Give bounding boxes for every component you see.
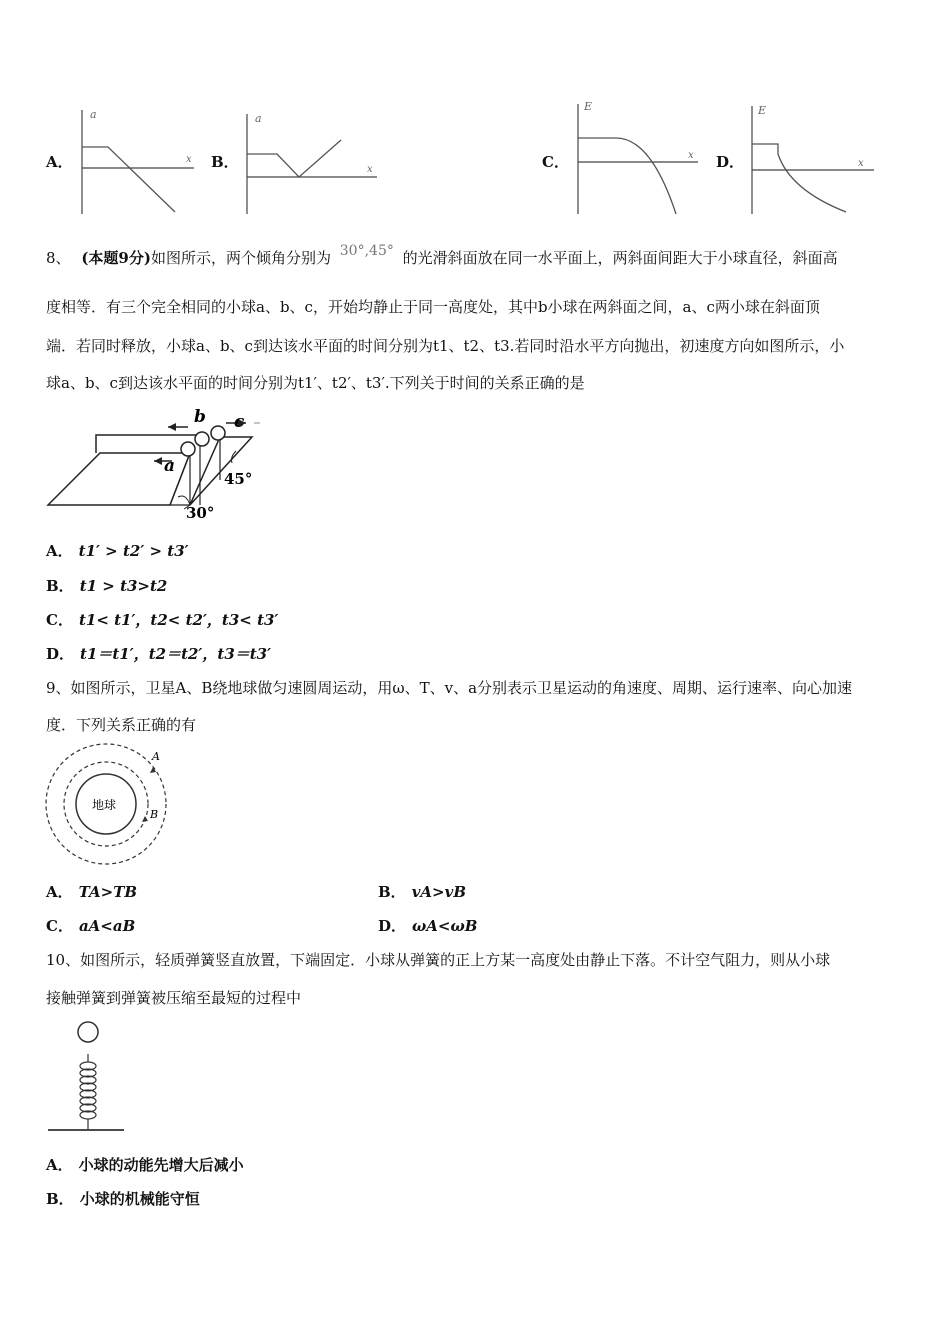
q8-number: 8、 xyxy=(46,249,71,267)
option-text: vA>vB xyxy=(411,883,467,901)
q8-score: (本题9分) xyxy=(81,249,151,267)
axis-label: a xyxy=(255,112,262,125)
axis-label: x xyxy=(186,154,192,165)
q8-option-a[interactable] xyxy=(46,541,189,561)
q7-option-d-letter[interactable]: D． xyxy=(716,153,745,171)
option-text: t1< t1′，t2< t2′，t3< t3′ xyxy=(78,611,279,629)
label-b: b xyxy=(194,407,206,427)
option-text: t1 > t3>t2 xyxy=(79,577,168,595)
q8-line-2: 度相等．有三个完全相同的小球a、b、c，开始均静止于同一高度处，其中b小球在两斜面之间，a、c两小球在斜面顶 xyxy=(46,298,820,316)
option-letter: A． xyxy=(46,883,73,901)
q8-text: 的光滑斜面放在同一水平面上，两斜面间距大于小球直径，斜面高 xyxy=(402,249,838,267)
option-letter: B． xyxy=(378,883,406,901)
q7-graph-c xyxy=(566,98,706,216)
q9-line-1 xyxy=(46,678,852,698)
q9-text: 如图所示，卫星A、B绕地球做匀速圆周运动，用ω、T、v、a分别表示卫星运动的角速度、周期、运行速率、向心加速 xyxy=(70,679,853,697)
q10-option-a[interactable] xyxy=(46,1155,244,1175)
axis-label: E xyxy=(584,100,593,113)
q10-number: 10、 xyxy=(46,951,81,969)
q10-option-b[interactable] xyxy=(46,1189,200,1209)
q9-option-c[interactable] xyxy=(46,916,135,936)
q9-number: 9、 xyxy=(46,679,71,697)
ball-b xyxy=(195,432,209,446)
axis-label: x xyxy=(367,164,373,175)
q7-option-c-letter[interactable]: C． xyxy=(542,153,569,171)
option-text: ωA<ωB xyxy=(412,917,478,935)
q10-line-2: 接触弹簧到弹簧被压缩至最短的过程中 xyxy=(46,989,302,1007)
q7-option-a-letter[interactable]: A． xyxy=(46,153,73,171)
q9-orbit-figure xyxy=(40,742,172,866)
q10-line-1 xyxy=(46,950,830,970)
q8-option-c[interactable] xyxy=(46,610,278,630)
q9-line-2: 度．下列关系正确的有 xyxy=(46,716,197,734)
q8-line-4: 球a、b、c到达该水平面的时间分别为t1′、t2′、t3′.下列关于时间的关系正确的是 xyxy=(46,374,585,392)
q7-graph-b xyxy=(235,108,385,216)
option-text: TA>TB xyxy=(78,883,138,901)
option-text: aA<aB xyxy=(78,917,136,935)
label-A: A xyxy=(152,750,160,763)
q8-line-3: 端．若同时释放，小球a、b、c到达该水平面的时间分别为t1、t2、t3.若同时沿水平方向抛出，初速度方向如图所示，小 xyxy=(46,337,845,355)
axis-label: x xyxy=(688,150,694,161)
q7-option-b-letter[interactable]: B． xyxy=(211,153,239,171)
q9-option-d[interactable] xyxy=(378,916,477,936)
ball-c xyxy=(211,426,225,440)
label-a: a xyxy=(164,456,176,476)
label-B: B xyxy=(150,808,159,821)
ball xyxy=(78,1022,98,1042)
q9-option-b[interactable] xyxy=(378,882,466,902)
angle-45: 45° xyxy=(224,470,253,488)
q8-line-1 xyxy=(46,243,838,269)
option-letter: A． xyxy=(46,542,73,560)
option-letter: D． xyxy=(378,917,407,935)
option-text: 小球的机械能守恒 xyxy=(79,1190,200,1208)
option-letter: C． xyxy=(46,611,73,629)
axis-label: E xyxy=(758,104,767,117)
q8-text: 如图所示，两个倾角分别为 xyxy=(150,249,331,267)
q7-graph-d xyxy=(740,100,880,216)
q9-option-a[interactable] xyxy=(46,882,137,902)
q10-text: 如图所示，轻质弹簧竖直放置，下端固定．小球从弹簧的正上方某一高度处由静止下落。不计空气阻力，则从小球 xyxy=(80,951,831,969)
q8-angles: 30°,45° xyxy=(339,243,394,259)
q8-option-d[interactable] xyxy=(46,644,271,664)
ball-a xyxy=(181,442,195,456)
q8-incline-figure xyxy=(40,405,280,525)
axis-label: x xyxy=(858,158,864,169)
spring xyxy=(80,1062,96,1119)
axis-label: a xyxy=(90,108,97,121)
option-text: 小球的动能先增大后减小 xyxy=(78,1156,244,1174)
q8-option-b[interactable] xyxy=(46,576,167,596)
option-letter: D． xyxy=(46,645,75,663)
earth-label: 地球 xyxy=(92,798,117,812)
label-c: c xyxy=(234,412,245,432)
option-letter: C． xyxy=(46,917,73,935)
option-text: t1＝t1′，t2＝t2′，t3＝t3′ xyxy=(80,645,272,663)
q10-spring-figure xyxy=(46,1018,128,1136)
option-text: t1′ > t2′ > t3′ xyxy=(78,542,189,560)
option-letter: B． xyxy=(46,577,74,595)
q7-graph-a xyxy=(70,104,200,216)
option-letter: A． xyxy=(46,1156,73,1174)
option-letter: B． xyxy=(46,1190,74,1208)
angle-30: 30° xyxy=(186,504,215,522)
